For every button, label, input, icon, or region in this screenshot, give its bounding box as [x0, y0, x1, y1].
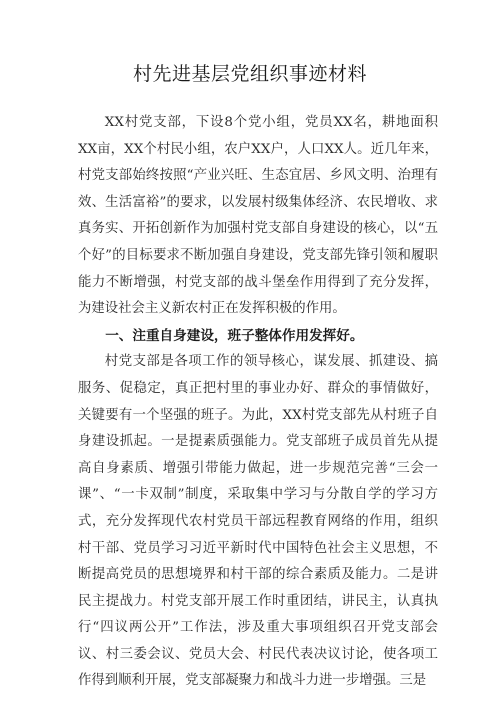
section-heading: 一、注重自身建设，班子整体作用发挥好。: [105, 327, 364, 344]
section-paragraph: 村党支部是各项工作的领导核心，谋发展、抓建设、搞服务、促稳定，真正把村里的事业办好、群众的事情做好，关键要有一个坚强的班子。为此，XX村党支部先从村班子自身建设抓起。一是提素质强能力。党支部班子成员首先从提高自身素质、增强引带能力做起，进一步规范完善“三会一课”、“一卡双制”制度，采取集中学习与分散自学的学习方式，充分发挥现代农村党员干部远程教育网络的作用，组织村干部、党员学习习近平新时代中国特色社会主义思想，不断提高党员的思想境界和村干部的综合素质及能力。二是讲民主提战力。村党支部开展工作时重团结，讲民主，认真执行“四议两公开”工作法，涉及重大事项组织召开党支部会议、村三委会议、党员大会、村民代表决议讨论，使各项工作得到顺利开展，党支部凝聚力和战斗力进一步增强。三是: [78, 354, 438, 689]
document-title: 村先进基层党组织事迹材料: [132, 63, 367, 85]
document-body: [78, 110, 438, 695]
intro-paragraph: XX村党支部，下设8个党小组，党员XX名，耕地面积XX亩，XX个村民小组，农户XX户，人口XX人。近几年来，村党支部始终按照“产业兴旺、生态宜居、乡风文明、治理有效、生活富裕”的要求，以发展村级集体经济、农民增收、求真务实、开拓创新作为加强村党支部自身建设的核心，以“五个好”的目标要求不断加强自身建设，党支部先锋引领和履职能力不断增强，村党支部的战斗堡垒作用得到了充分发挥，为建设社会主义新农村正在发挥积极的作用。: [78, 115, 438, 317]
